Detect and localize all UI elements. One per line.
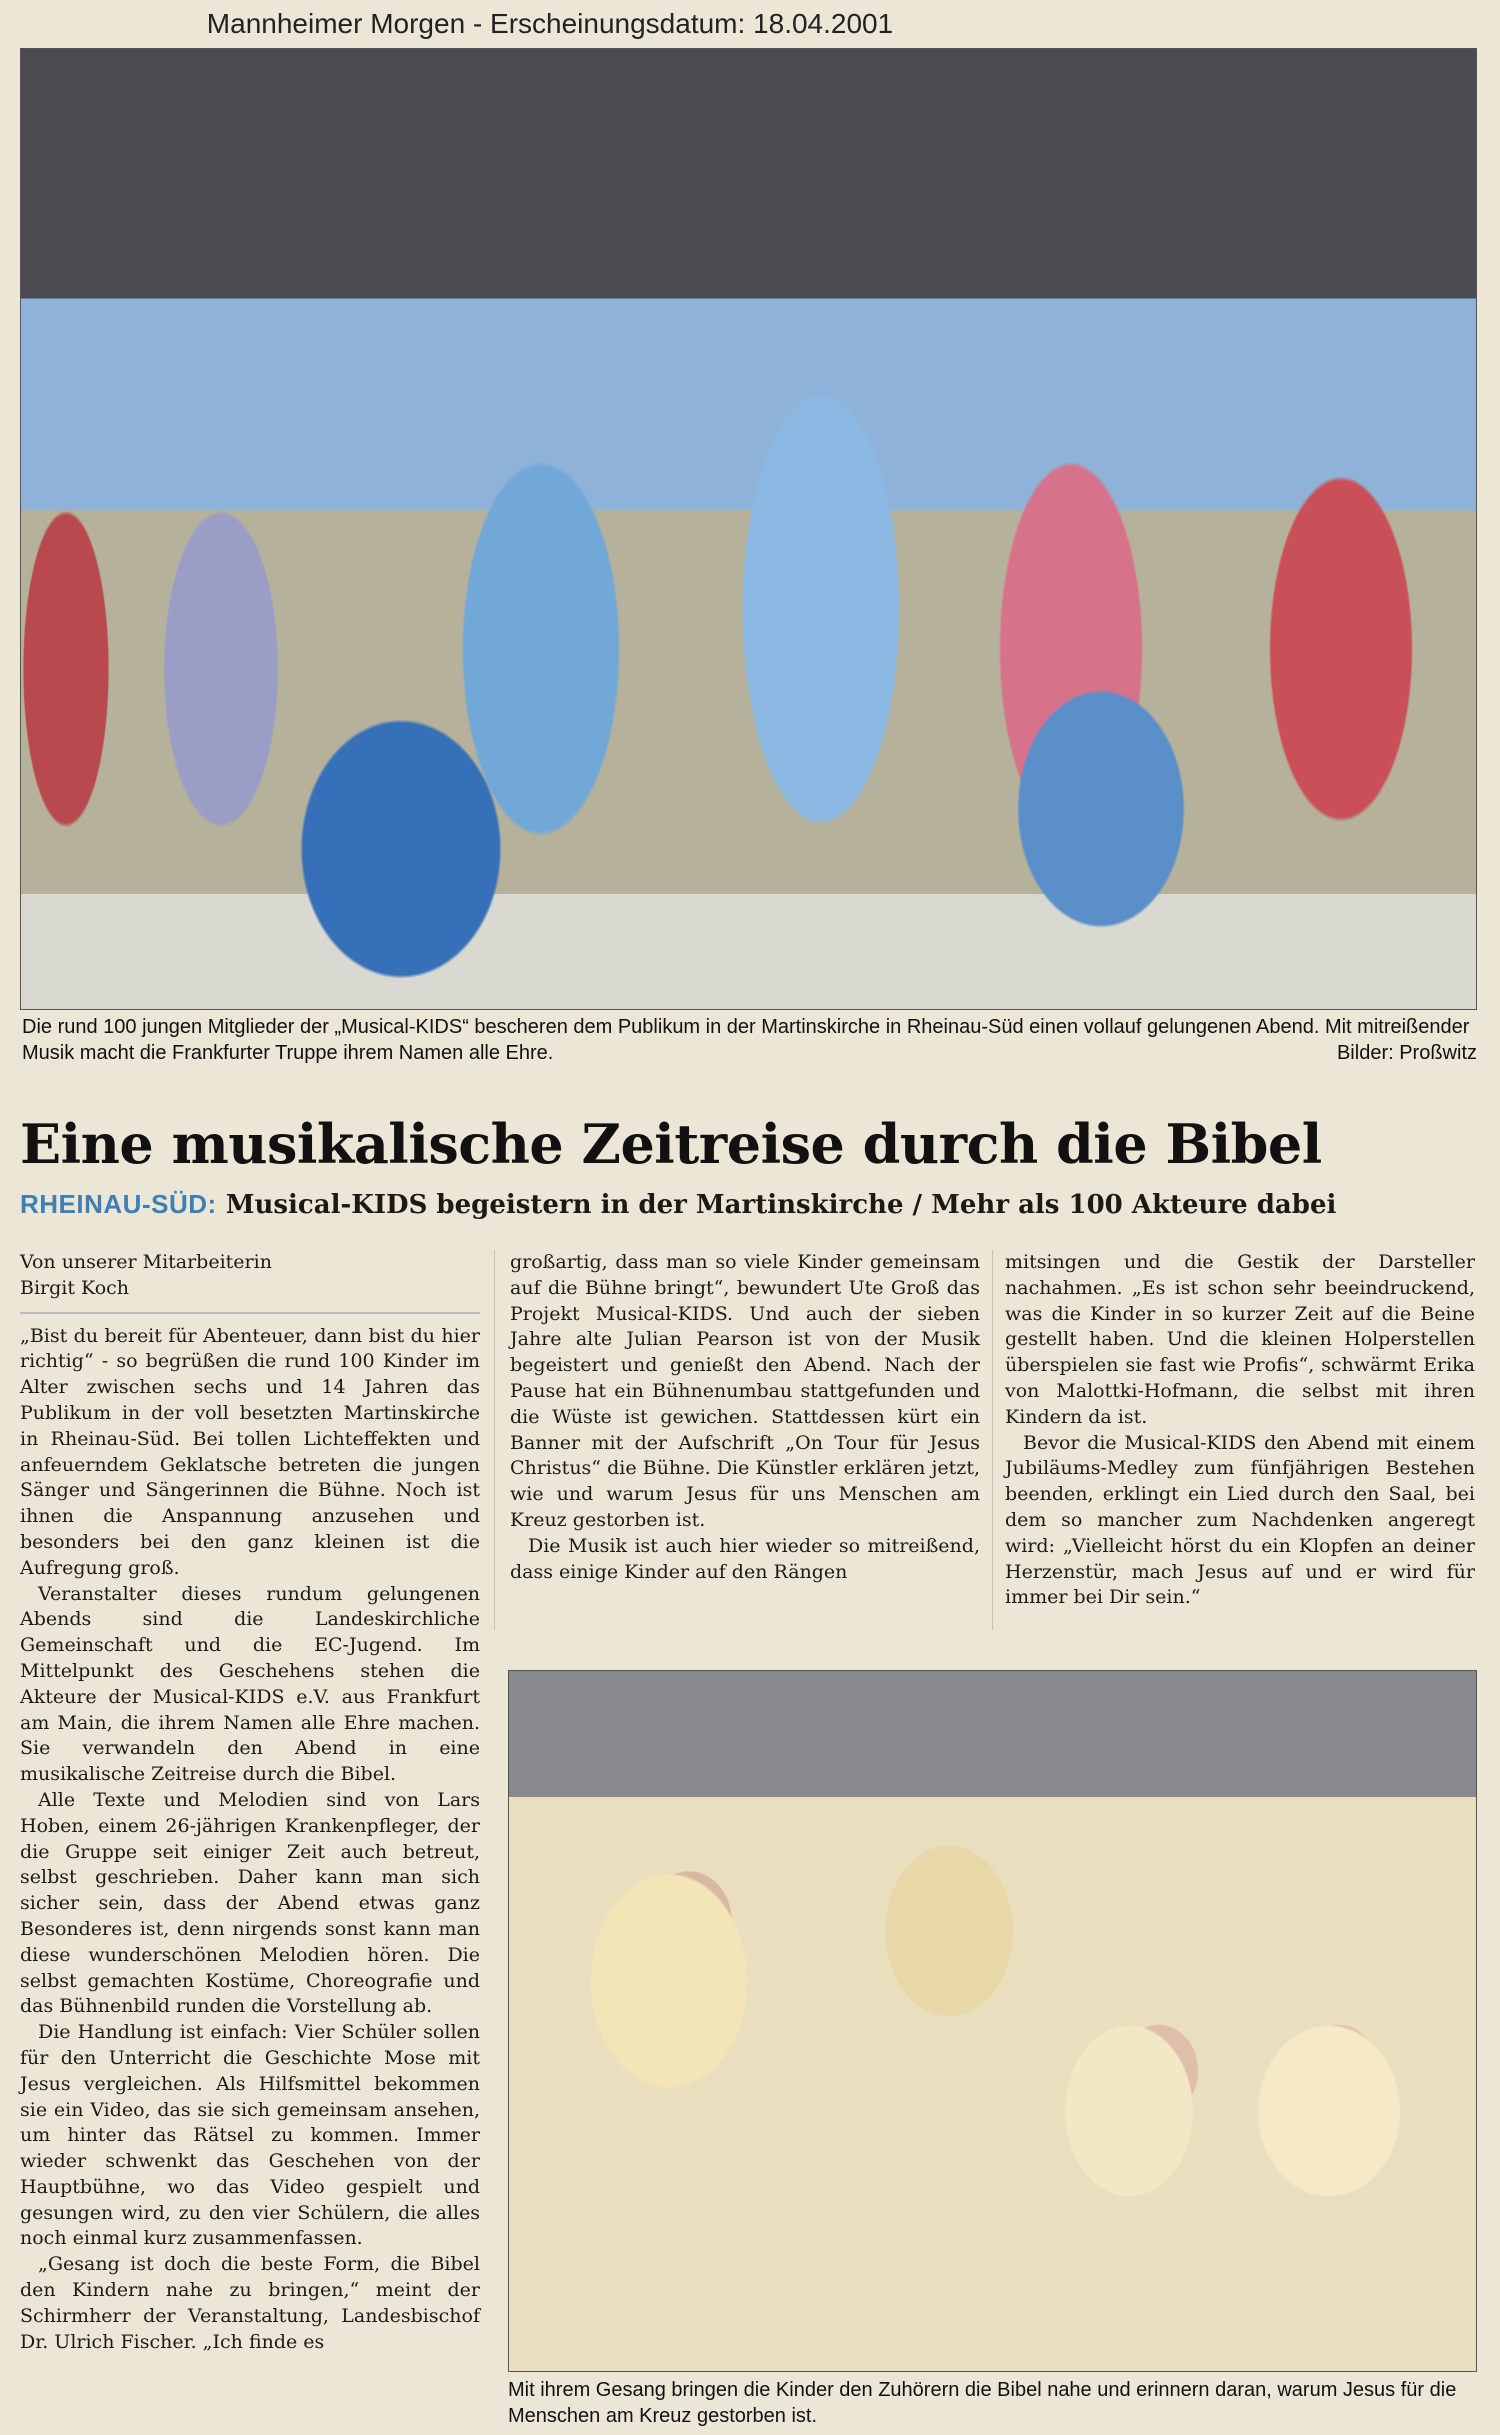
article-subheadline (20, 1188, 1480, 1221)
photo-children-singing (508, 1670, 1477, 2372)
source-header: Mannheimer Morgen - Erscheinungsdatum: 18.04.2001 (206, 8, 894, 39)
byline-divider (20, 1312, 480, 1314)
article-column-2 (510, 1250, 980, 1585)
subheadline-text: Musical-KIDS begeistern in der Martinskirche / Mehr als 100 Akteure dabei (225, 1190, 1337, 1220)
photo-credit: Bilder: Proßwitz (1336, 1042, 1477, 1064)
column-divider (494, 1250, 495, 1630)
paragraph: Alle Texte und Melodien sind von Lars Hoben, einem 26-jährigen Krankenpfleger, der die Gruppe seit einiger Zeit auch betreut, selbst geschrieben. Daher kann man sich sicher sein, dass der Abend etwas ganz Besonderes ist, denn nirgends sonst kann man diese wunderschönen Melodien hören. Die selbst gemachten Kostüme, Choreografie und das Bühnenbild runden die Vorstellung ab. (20, 1788, 480, 2018)
photo-caption-top (22, 1014, 1477, 1066)
paragraph: Die Musik ist auch hier wieder so mitreißend, dass einige Kinder auf den Rängen (510, 1534, 980, 1583)
article-column-1 (20, 1250, 480, 2355)
photo-musical-stage (20, 48, 1477, 1010)
dateline-place: RHEINAU-SÜD: (20, 1189, 217, 1219)
article-headline: Eine musikalische Zeitreise durch die Bibel (20, 1112, 1322, 1176)
paragraph: Die Handlung ist einfach: Vier Schüler sollen für den Unterricht die Geschichte Mose mit Jesus vergleichen. Als Hilfsmittel bekommen sie ein Video, das sie sich gemeinsam ansehen, um hinter das Rätsel zu kommen. Immer wieder schwenkt das Geschehen von der Hauptbühne, wo das Video gespielt und gesungen wird, zu den vier Schülern, die alles noch einmal kurz zusammenfassen. (20, 2021, 480, 2250)
paragraph: großartig, dass man so viele Kinder gemeinsam auf die Bühne bringt“, bewundert Ute Groß das Projekt Musical-KIDS. Und auch der sieben Jahre alte Julian Pearson ist von der Musik begeistert und genießt den Abend. Nach der Pause hat ein Bühnenumbau stattgefunden und die Wüste ist gewichen. Stattdessen kürt ein Banner mit der Aufschrift „On Tour für Jesus Christus“ die Bühne. Die Künstler erklären jetzt, wie und warum Jesus für uns Menschen am Kreuz gestorben ist. (510, 1251, 980, 1531)
byline-label: Von unserer Mitarbeiterin (20, 1251, 272, 1273)
paragraph: mitsingen und die Gestik der Darsteller nachahmen. „Es ist schon sehr beeindruckend, was die Kinder in so kurzer Zeit auf die Beine gestellt haben. Und die kleinen Holperstellen überspielen sie fast wie Profis“, schwärmt Erika von Malottki-Hofmann, die selbst mit ihren Kindern da ist. (1005, 1251, 1475, 1428)
paragraph: Veranstalter dieses rundum gelungenen Abends sind die Landeskirchliche Gemeinschaft und die EC-Jugend. Im Mittelpunkt des Geschehens stehen die Akteure der Musical-KIDS e.V. aus Frankfurt am Main, die ihrem Namen alle Ehre machen. Sie verwandeln den Abend in eine musikalische Zeitreise durch die Bibel. (20, 1582, 480, 1786)
paragraph: Bevor die Musical-KIDS den Abend mit einem Jubiläums-Medley zum fünfjährigen Bestehen beenden, erklingt ein Lied durch den Saal, bei dem so mancher zum Nachdenken angeregt wird: „Vielleicht hörst du ein Klopfen an deiner Herzenstür, mach Jesus auf und er wird für immer bei Dir sein.“ (1005, 1431, 1475, 1609)
byline-author: Birgit Koch (20, 1276, 130, 1299)
paragraph: „Gesang ist doch die beste Form, die Bibel den Kindern nahe zu bringen,“ meint der Schirmherr der Veranstaltung, Landesbischof Dr. Ulrich Fischer. „Ich finde es (20, 2253, 480, 2353)
caption-top-text: Die rund 100 jungen Mitglieder der „Musical-KIDS“ bescheren dem Publikum in der Martinskirche in Rheinau-Süd einen vollauf gelungenen Abend. Mit mitreißender Musik macht die Frankfurter Truppe ihrem Namen alle Ehre. (22, 1016, 1470, 1064)
photo-caption-bottom: Mit ihrem Gesang bringen die Kinder den Zuhörern die Bibel nahe und erinnern daran, warum Jesus für die Menschen am Kreuz gestorben ist. (508, 2379, 1457, 2427)
column-divider (992, 1250, 993, 1630)
article-column-3 (1005, 1250, 1475, 1611)
paragraph: „Bist du bereit für Abenteuer, dann bist du hier richtig“ - so begrüßen die rund 100 Kinder im Alter zwischen sechs und 14 Jahren das Publikum in der voll besetzten Martinskirche in Rheinau-Süd. Bei tollen Lichteffekten und anfeuerndem Geklatsche betreten die jungen Sänger und Sängerinnen die Bühne. Noch ist ihnen die Anspannung anzusehen und besonders bei den ganz kleinen ist die Aufregung groß. (20, 1324, 480, 1579)
